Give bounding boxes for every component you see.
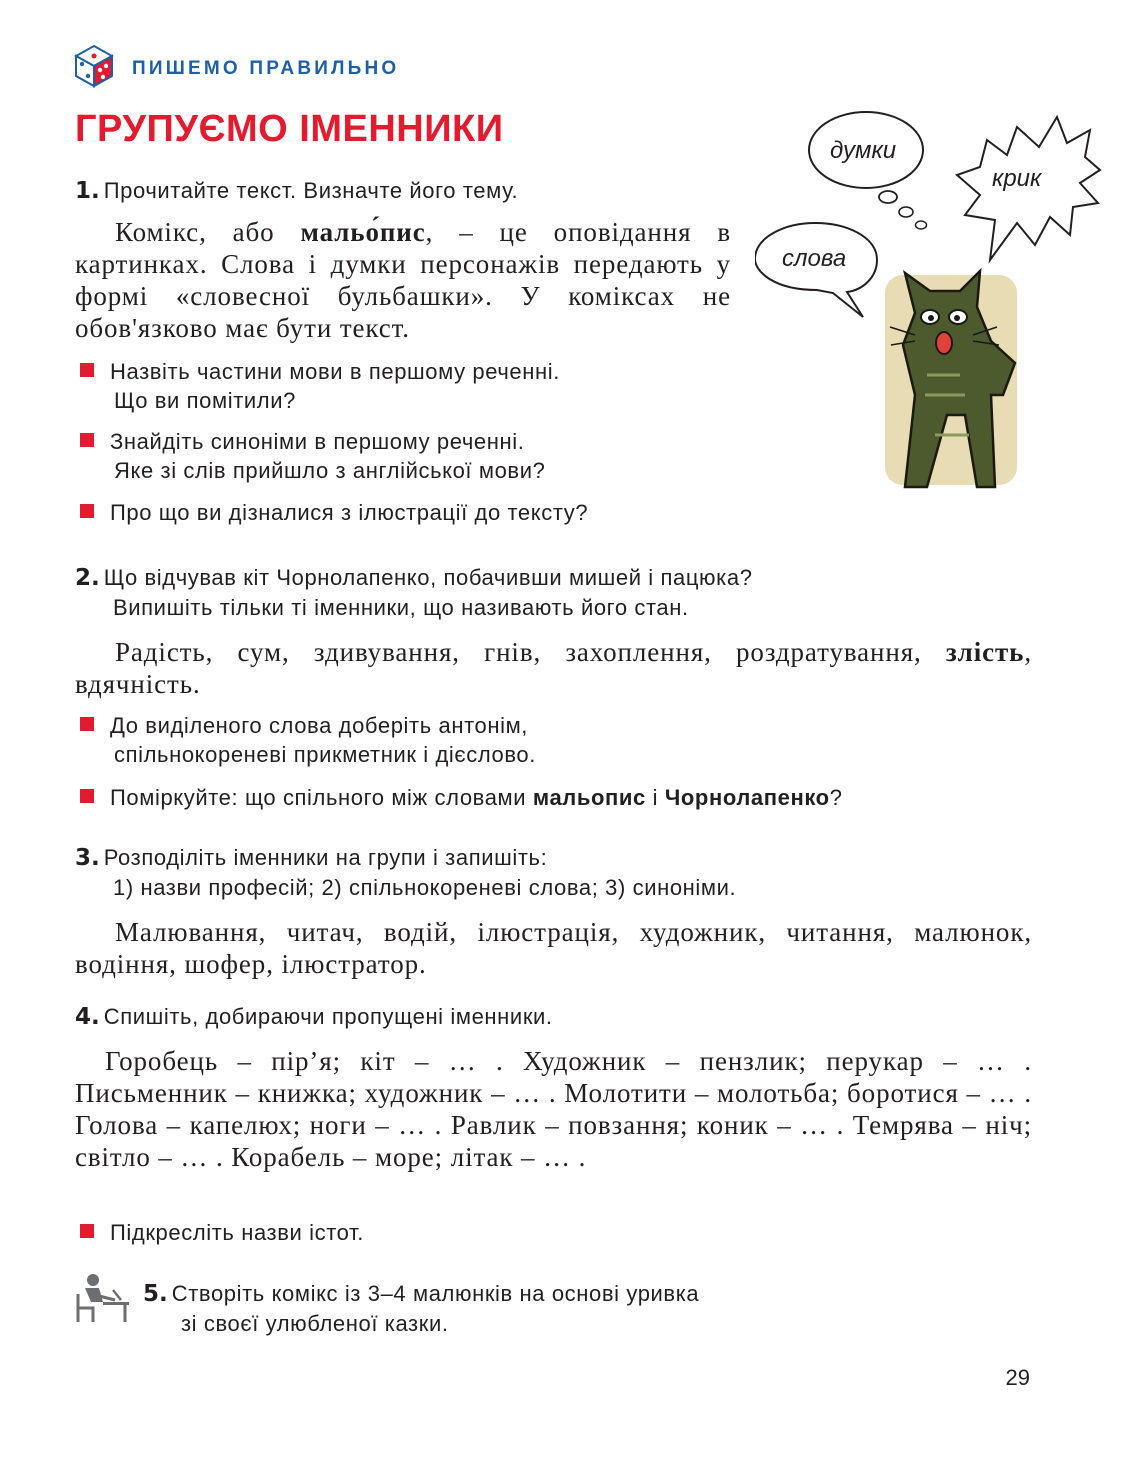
page-number: 29 [1005, 1365, 1030, 1390]
task-number: 2. [75, 565, 100, 591]
task-number: 5. [143, 1281, 168, 1307]
highlighted-word: мальо́пис [300, 217, 426, 247]
task-1-text: Комікс, або мальо́пис, – це оповідання в картинках. Слова і думки персонажів передають у формі «словесної бульбашки». У коміксах не обов'язково має бути текст. [75, 217, 731, 343]
bubble-text-shout: крик [992, 165, 1042, 192]
task-number: 3. [75, 845, 100, 871]
section-label: ПИШЕМО ПРАВИЛЬНО [132, 58, 400, 79]
task-2-question-1: До виділеного слова доберіть антонім, спільнокореневі прикметник і дієслово. [110, 711, 536, 769]
bullet-square-icon [80, 504, 94, 518]
highlighted-word: злість [945, 637, 1025, 667]
task-5-instruction: 5. Створіть комікс із 3–4 малюнків на основі уривка зі своєї улюбленої казки. [143, 1281, 700, 1336]
bullet-square-icon [80, 789, 94, 803]
task-4-question: Підкресліть назви істот. [110, 1218, 364, 1247]
dice-icon [74, 44, 114, 88]
task-2-instruction: 2. Що відчував кіт Чорнолапенко, побачивши мишей і пацюка? Випишіть тільки ті іменники, що називають його стан. [75, 565, 753, 620]
task-4-text: Горобець – пір’я; кіт – … . Художник – пензлик; перукар – … . Письменник – книжка; художник – … . Молотити – молотьба; боротися – … . Голова – капелюх; ноги – … . Равлик – повзання; коник – … . Темрява – ніч; світло – … . Корабель – море; літак – … . [75, 1046, 1032, 1172]
task-1-question-3: Про що ви дізналися з ілюстрації до тексту? [110, 498, 588, 527]
task-3-instruction: 3. Розподіліть іменники на групи і запишіть: 1) назви професій; 2) спільнокореневі слова; 3) синоніми. [75, 845, 737, 900]
task-4-instruction: 4. Спишіть, добираючи пропущені іменники. [75, 1004, 553, 1030]
cat-character-icon [885, 271, 1017, 487]
bullet-square-icon [80, 1224, 94, 1238]
task-1-instruction: 1. Прочитайте текст. Визначте його тему. [75, 178, 519, 204]
bubble-text-thought: думки [830, 137, 897, 164]
student-at-desk-icon [73, 1272, 131, 1324]
bubble-text-speech: слова [782, 245, 847, 272]
task-1-question-1: Назвіть частини мови в першому реченні. Що ви помітили? [110, 357, 560, 415]
task-3-text: Малювання, читач, водій, ілюстрація, художник, читання, малюнок, водіння, шофер, ілюстратор. [75, 917, 1032, 979]
bullet-square-icon [80, 433, 94, 447]
task-2-question-2: Поміркуйте: що спільного між словами мальопис і Чорнолапенко? [110, 783, 843, 812]
task-1-question-2: Знайдіть синоніми в першому реченні. Яке зі слів прийшло з англійської мови? [110, 427, 545, 485]
task-number: 1. [75, 178, 100, 204]
comic-illustration [755, 95, 1115, 515]
page-title: ГРУПУЄМО ІМЕННИКИ [75, 108, 504, 150]
bullet-square-icon [80, 717, 94, 731]
bullet-square-icon [80, 363, 94, 377]
task-number: 4. [75, 1004, 100, 1030]
bold-word: мальопис [532, 785, 646, 810]
task-2-text: Радість, сум, здивування, гнів, захоплення, роздратування, злість, вдячність. [75, 637, 1032, 699]
bold-word: Чорнолапенко [664, 785, 830, 810]
